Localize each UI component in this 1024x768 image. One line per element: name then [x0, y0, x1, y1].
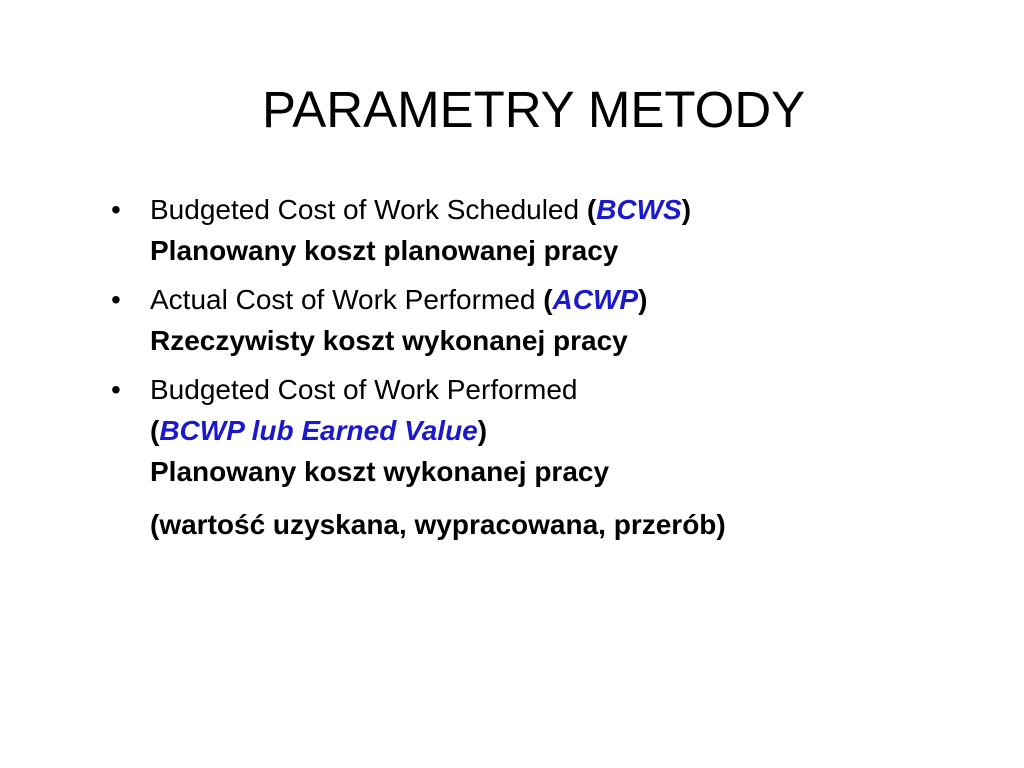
polish-label: Planowany koszt planowanej pracy: [150, 235, 619, 266]
polish-label: Planowany koszt wykonanej pracy: [150, 456, 610, 487]
open-paren: (: [150, 415, 160, 446]
bullet-dot-icon: •: [111, 194, 121, 225]
bullet-list: [111, 189, 991, 553]
bullet-dot-icon: •: [111, 284, 121, 315]
bullet-english-line: [150, 279, 991, 320]
open-paren: (: [586, 194, 597, 225]
slide-title: PARAMETRY METODY: [262, 81, 806, 138]
english-label: Budgeted Cost of Work Performed: [150, 374, 578, 405]
acronym: BCWP lub Earned Value: [159, 415, 478, 446]
bullet-item-bcws: [111, 189, 991, 271]
close-paren: ): [477, 415, 488, 446]
bullet-item-acwp: [111, 279, 991, 361]
open-paren: (: [543, 284, 553, 315]
bullet-dot-icon: •: [111, 374, 121, 405]
bullet-acronym-line: [150, 410, 991, 451]
bullet-english-line: [150, 189, 991, 230]
english-label: Actual Cost of Work Performed: [150, 284, 544, 315]
acronym: ACWP: [552, 284, 639, 315]
close-paren: ): [638, 284, 648, 315]
polish-note: (wartość uzyskana, wypracowana, przerób): [150, 509, 726, 540]
acronym: BCWS: [596, 194, 682, 225]
english-label: Budgeted Cost of Work Scheduled: [150, 194, 587, 225]
polish-label: Rzeczywisty koszt wykonanej pracy: [150, 325, 628, 356]
close-paren: ): [681, 194, 692, 225]
bullet-item-bcwp: [111, 369, 991, 545]
